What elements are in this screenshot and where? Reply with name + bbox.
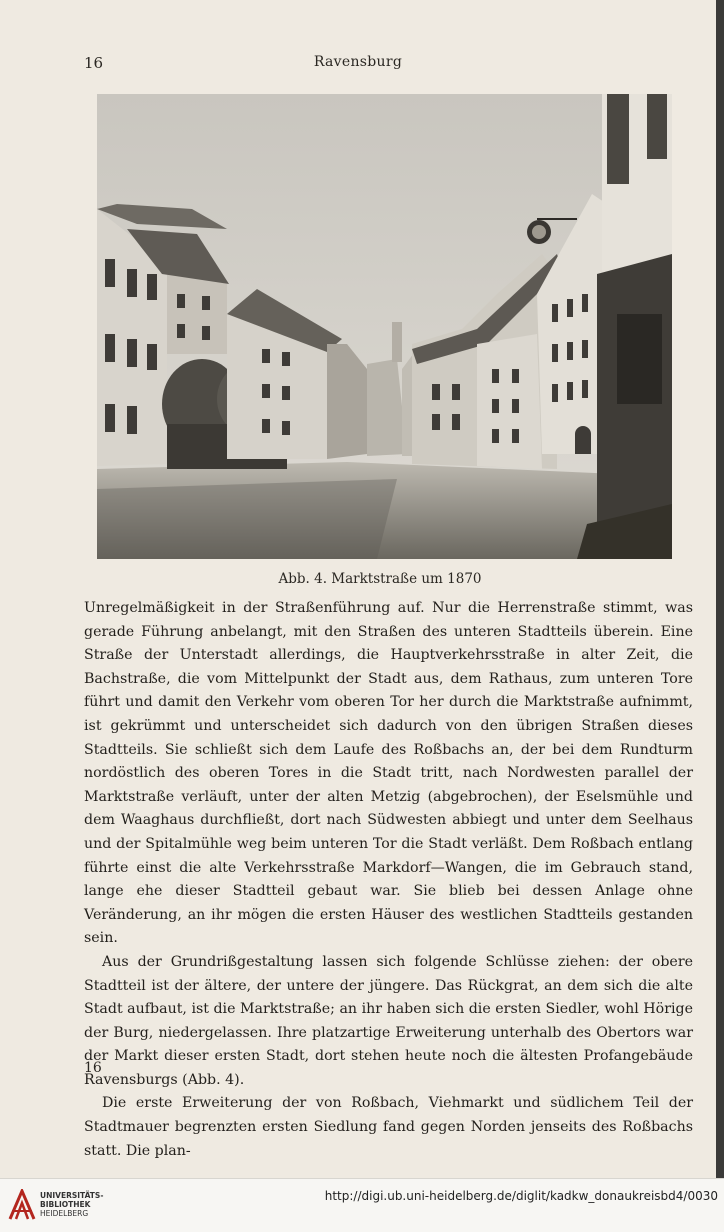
viewer-footer — [0, 1178, 724, 1232]
library-line-2: BIBLIOTHEK — [40, 1200, 91, 1209]
library-line-3: HEIDELBERG — [40, 1209, 89, 1218]
library-line-1: UNIVERSITÄTS- — [40, 1191, 104, 1200]
paragraph: Die erste Erweiterung der von Roßbach, Viehmarkt und südlichem Teil der Stadtmauer begrenzten ersten Siedlung fand gegen Norden jenseits des Roßbachs statt. Die plan- — [84, 1095, 693, 1159]
street-photograph — [97, 94, 672, 559]
running-title: Ravensburg — [313, 54, 403, 70]
page-number-top: 16 — [84, 54, 104, 72]
page-number-bottom: 16 — [84, 1060, 102, 1076]
body-text — [84, 597, 693, 1163]
paragraph: Unregelmäßigkeit in der Straßenführung auf. Nur die Herrenstraße stimmt, was gerade Führung anbelangt, mit den Straßen des unteren Stadtteils überein. Eine Straße der Unterstadt allerdings, die Hauptverkehrsstraße in alter Zeit, die Bachstraße, die vom Mittelpunkt der Stadt aus, dem Rathaus, zum unteren Tore führt und damit den Verkehr vom oberen Tor her durch die Marktstraße aufnimmt, ist gekrümmt und unterscheidet sich dadurch von den übrigen Straßen dieses Stadtteils. Sie schließt sich dem Laufe des Roßbachs an, der bei dem Rundturm nordöstlich des oberen Tores in die Stadt tritt, nach Nordwesten parallel der Marktstraße verläuft, unter der alten Metzig (abgebrochen), der Eselsmühle und dem Waaghaus durchfließt, dort nach Südwesten abbiegt und unter dem Seelhaus und der Spitalmühle weg beim unteren Tor die Stadt verläßt. Dem Roßbach entlang führte einst die alte Verkehrsstraße Markdorf—Wangen, die im Gebrauch stand, lange ehe dieser Stadtteil gebaut war. Sie blieb bei dessen Anlage ohne Veränderung, an ihr mögen die ersten Häuser des westlichen Stadtteils gestanden sein. — [84, 600, 693, 947]
document-url-link[interactable]: http://digi.ub.uni-heidelberg.de/diglit/kadkw_donaukreisbd4/0030 — [324, 1189, 718, 1203]
library-logo-icon[interactable] — [8, 1189, 36, 1221]
figure-caption: Abb. 4. Marktstraße um 1870 — [278, 571, 482, 587]
library-name[interactable] — [40, 1191, 103, 1218]
paragraph: Aus der Grundrißgestaltung lassen sich folgende Schlüsse ziehen: der obere Stadtteil ist der ältere, der untere der jüngere. Das Rückgrat, an dem sich die alte Stadt aufbaut, ist die Marktstraße; an ihr haben sich die ersten Siedler, wohl Hörige der Burg, niedergelassen. Ihre platzartige Erweiterung unterhalb des Obertors war der Markt dieser ersten Stadt, dort stehen heute noch die ältesten Profangebäude Ravensburgs (Abb. 4). — [84, 953, 693, 1088]
